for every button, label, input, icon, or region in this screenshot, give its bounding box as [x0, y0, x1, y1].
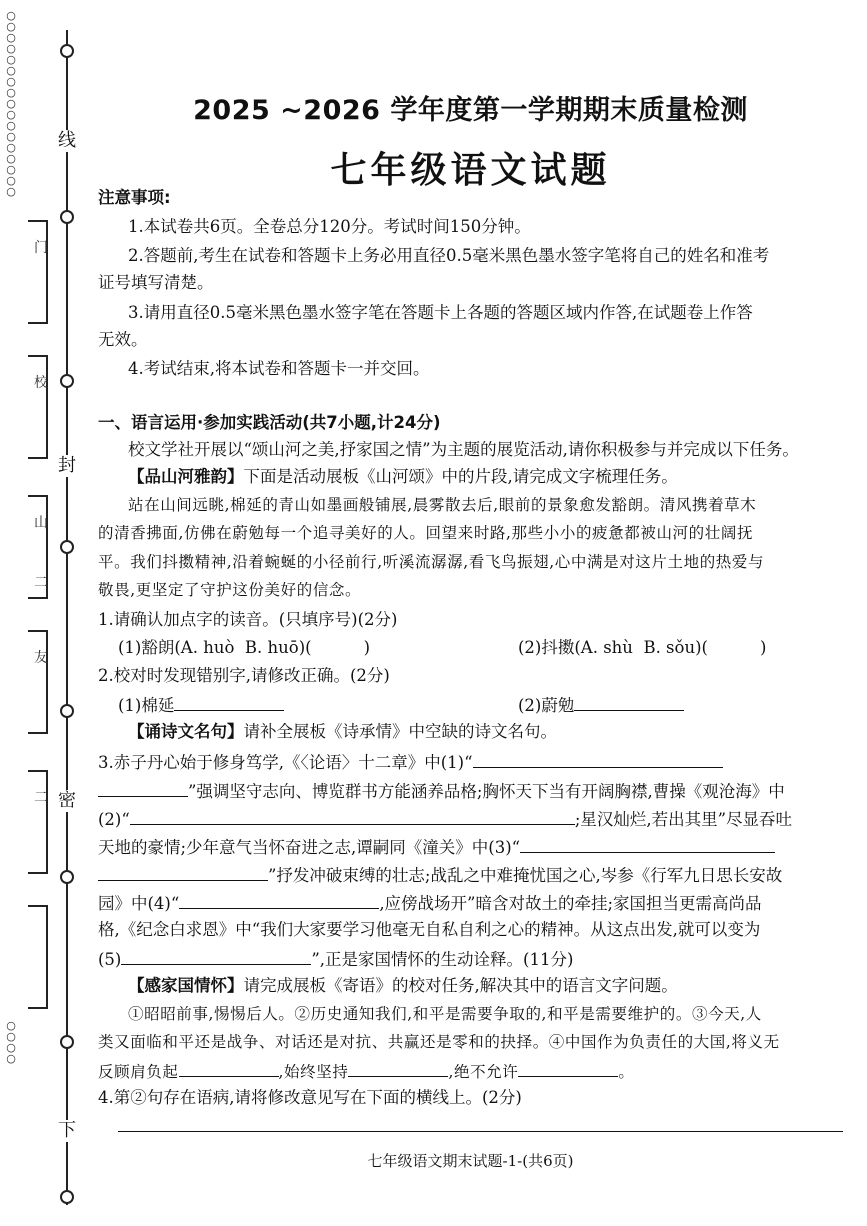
task-1: 【品山河雅韵】下面是活动展板《山河颂》中的片段,请完成文字梳理任务。	[128, 467, 678, 486]
binding-dot	[60, 374, 74, 388]
question-3-line: 3.赤子丹心始于修身笃学,《〈论语〉十二章》中(1)“	[98, 749, 843, 775]
question-1: 1.请确认加点字的读音。(只填序号)(2分)	[98, 610, 398, 629]
section-heading: 一、语言运用·参加实践活动(共7小题,计24分)	[98, 413, 441, 432]
passage-line: 敬畏,更坚定了守护这份美好的信念。	[98, 581, 362, 599]
notice-item: 3.请用直径0.5毫米黑色墨水签字笔在答题卡上各题的答题区域内作答,在试题卷上作答	[128, 303, 753, 322]
question-2-b: (2)蔚勉	[518, 692, 838, 718]
notice-item: 无效。	[98, 330, 148, 349]
binding-line	[66, 30, 68, 1205]
answer-blank[interactable]	[121, 946, 311, 965]
exam-title: 2025 ~2026 学年度第一学期期末质量检测	[193, 95, 748, 126]
binding-dot	[60, 704, 74, 718]
question-4: 4.第②句存在语病,请将修改意见写在下面的横线上。(2分)	[98, 1088, 522, 1107]
section-intro: 校文学社开展以“颂山河之美,抒家国之情”为主题的展览活动,请你积极参与并完成以下任务。	[128, 440, 799, 459]
answer-line[interactable]	[118, 1131, 843, 1132]
answer-blank[interactable]	[473, 749, 723, 768]
question-3-line: ”抒发冲破束缚的壮志;战乱之中难掩忧国之心,岑参《行军九日思长安故	[98, 862, 843, 888]
question-1-a: (1)豁朗(A. huò B. huō)( )	[118, 638, 371, 657]
page-footer: 七年级语文期末试题-1-(共6页)	[367, 1152, 574, 1170]
answer-blank[interactable]	[348, 1058, 448, 1077]
notice-heading: 注意事项:	[98, 188, 171, 207]
passage-line: ①昭昭前事,惕惕后人。②历史通知我们,和平是需要争取的,和平是需要维护的。③今天,人	[128, 1005, 762, 1023]
notice-item: 2.答题前,考生在试卷和答题卡上务必用直径0.5毫米黑色墨水签字笔将自己的姓名和准考	[128, 246, 770, 265]
binding-dot	[60, 210, 74, 224]
passage-line: 的清香拂面,仿佛在蔚勉每一个追寻美好的人。回望来时路,那些小小的疲惫都被山河的壮阔抚	[98, 524, 754, 542]
answer-blank[interactable]	[520, 834, 775, 853]
binding-holes-bottom: ○ ○ ○ ○	[6, 1019, 16, 1065]
binding-word-xia: 下	[58, 1120, 76, 1141]
answer-blank[interactable]	[518, 1058, 618, 1077]
passage-line: 类又面临和平还是战争、对话还是对抗、共赢还是零和的抉择。④中国作为负责任的大国,将义无	[98, 1033, 780, 1051]
binding-margin	[0, 0, 90, 1226]
question-3-line: ”强调坚守志向、博览群书方能涵养品格;胸怀天下当有开阔胸襟,曹操《观沧海》中	[98, 778, 843, 804]
binding-holes-top: ○ ○ ○ ○ ○ ○ ○ ○ ○ ○ ○ ○ ○ ○ ○ ○ ○	[6, 9, 16, 198]
binding-dot	[60, 44, 74, 58]
info-box: 山 二	[28, 495, 48, 599]
info-box: 二	[28, 770, 48, 874]
info-box: 门	[28, 220, 48, 324]
question-3-line: 天地的豪情;少年意气当怀奋进之志,谭嗣同《潼关》中(3)“	[98, 834, 843, 860]
question-3-line: (5) ”,正是家国情怀的生动诠释。(11分)	[98, 946, 843, 972]
task-3: 【感家国情怀】请完成展板《寄语》的校对任务,解决其中的语言文字问题。	[128, 976, 678, 995]
binding-word-xian: 线	[58, 130, 76, 151]
info-box: 友	[28, 630, 48, 734]
info-box: 校	[28, 355, 48, 459]
exam-subtitle: 七年级语文试题	[330, 150, 611, 191]
question-2-a: (1)棉延	[98, 692, 863, 718]
notice-item: 4.考试结束,将本试卷和答题卡一并交回。	[128, 359, 430, 378]
binding-word-mi: 密	[58, 790, 76, 811]
notice-item: 1.本试卷共6页。全卷总分120分。考试时间150分钟。	[128, 217, 531, 236]
binding-word-feng: 封	[58, 455, 76, 476]
info-box	[28, 905, 48, 1009]
binding-dot	[60, 1035, 74, 1049]
binding-dot	[60, 870, 74, 884]
answer-blank[interactable]	[574, 692, 684, 711]
question-3-line: 格,《纪念白求恩》中“我们大家要学习他毫无自私自利之心的精神。从这点出发,就可以变为	[98, 920, 761, 939]
answer-blank[interactable]	[179, 890, 379, 909]
binding-dot	[60, 540, 74, 554]
question-2: 2.校对时发现错别字,请修改正确。(2分)	[98, 666, 390, 685]
passage-line: 平。我们抖擞精神,沿着蜿蜒的小径前行,听溪流潺潺,看飞鸟振翅,心中满是对这片土地的热爱与	[98, 553, 765, 571]
answer-blank[interactable]	[174, 692, 284, 711]
question-1-b: (2)抖擞(A. shù B. sǒu)( )	[518, 638, 767, 657]
answer-blank[interactable]	[179, 1058, 279, 1077]
question-3-line: (2)“ ;星汉灿烂,若出其里”尽显吞吐	[98, 806, 843, 832]
answer-blank[interactable]	[98, 862, 268, 881]
passage-line: 站在山间远眺,棉延的青山如墨画般铺展,晨雾散去后,眼前的景象愈发豁朗。清风携着草木	[128, 496, 757, 514]
answer-blank[interactable]	[130, 806, 575, 825]
answer-blank[interactable]	[98, 778, 188, 797]
binding-dot	[60, 1190, 74, 1204]
question-3-line: 园》中(4)“ ,应傍战场开”暗含对故土的牵挂;家国担当更需高尚品	[98, 890, 843, 916]
task-2: 【诵诗文名句】请补全展板《诗承情》中空缺的诗文名句。	[128, 722, 557, 741]
notice-item: 证号填写清楚。	[98, 273, 214, 292]
passage-line: 反顾肩负起 ,始终坚持 ,绝不允许 。	[98, 1058, 843, 1084]
